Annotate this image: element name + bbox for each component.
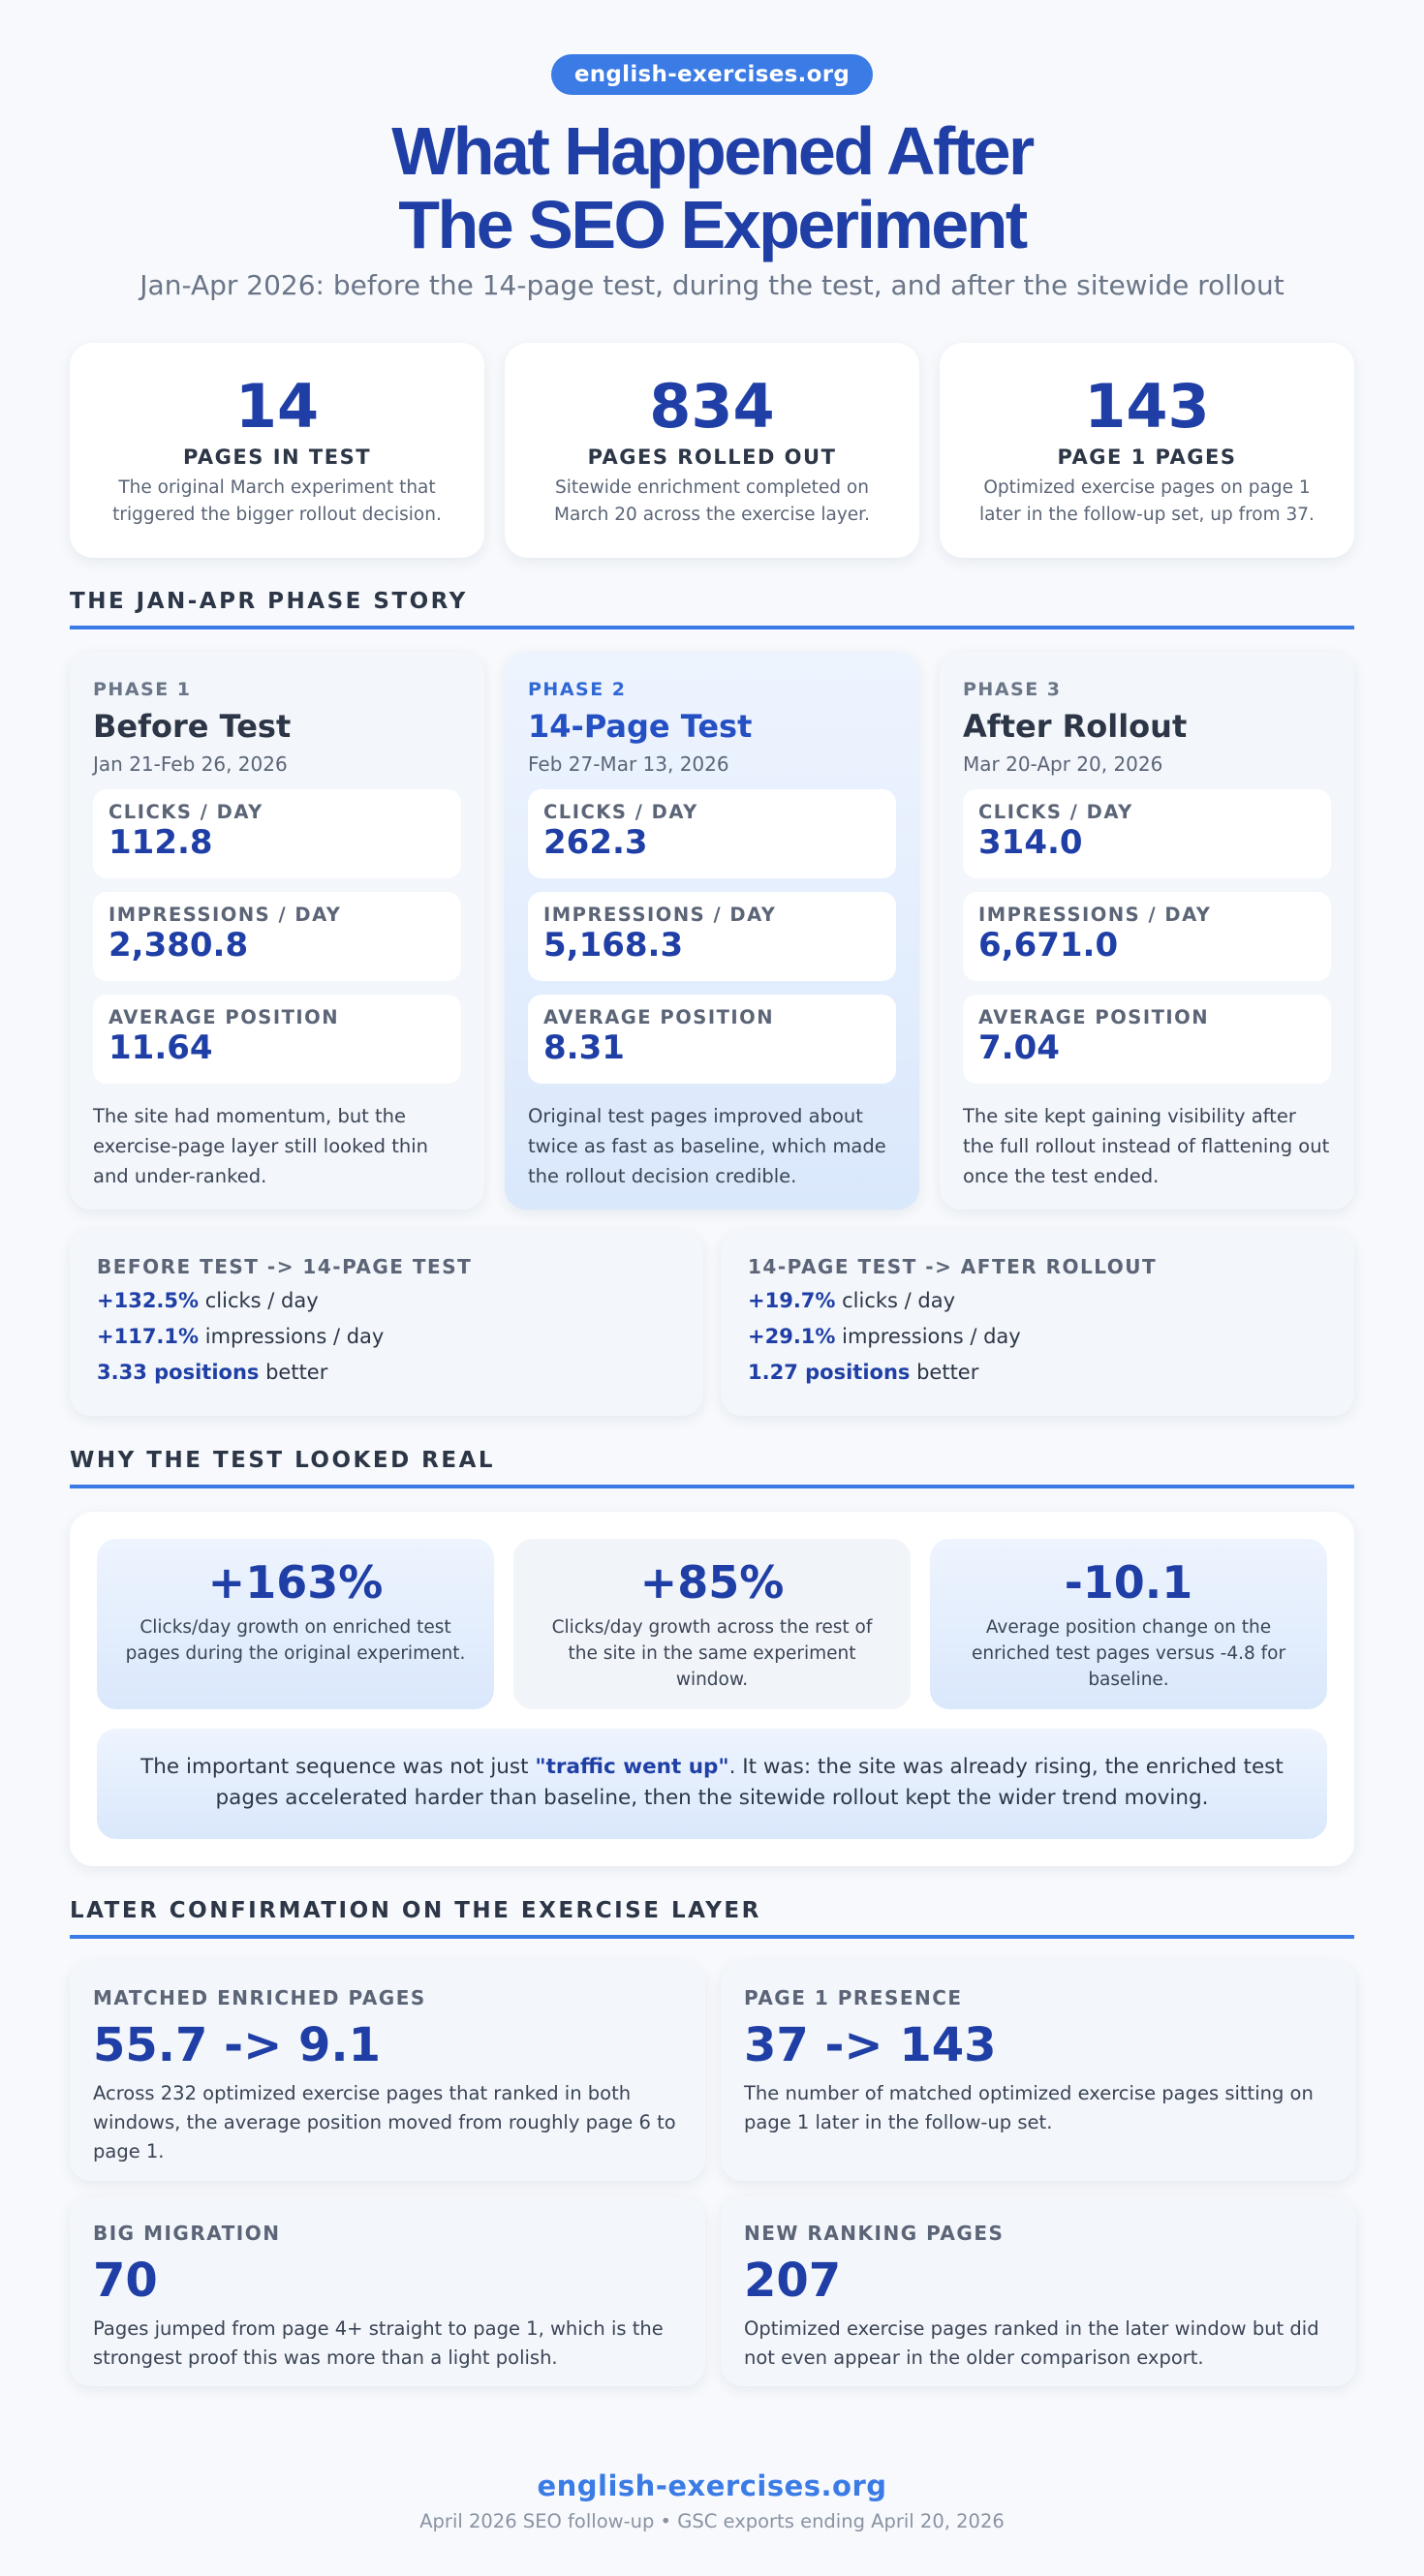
comparison-value: +29.1% xyxy=(748,1325,836,1348)
metric-average-position xyxy=(93,995,461,1084)
later-description: Pages jumped from page 4+ straight to page 1, which is the strongest proof this was more than a light polish. xyxy=(93,2317,664,2369)
footer-note: April 2026 SEO follow-up • GSC exports ending April 20, 2026 xyxy=(419,2510,1005,2532)
section-heading-later-confirmation: LATER CONFIRMATION ON THE EXERCISE LAYER xyxy=(70,1898,1354,1939)
comparison-text: impressions / day xyxy=(199,1325,385,1348)
note-text: The important sequence was not just xyxy=(140,1755,536,1779)
metric-label: CLICKS / DAY xyxy=(543,801,698,823)
phase-name: 14-Page Test xyxy=(528,708,753,745)
comparison-value: 3.33 positions xyxy=(97,1361,260,1384)
stat-card-pages-rolled-out xyxy=(505,343,919,558)
metric-clicks-per-day xyxy=(963,789,1331,878)
metric-label: CLICKS / DAY xyxy=(978,801,1133,823)
stat-value: 143 xyxy=(1084,371,1210,442)
phase-description: Original test pages improved about twice as fast as baseline, which made the rollout decision credible. xyxy=(528,1105,886,1187)
comparison-line-impressions xyxy=(748,1323,1327,1350)
comparison-line-clicks xyxy=(97,1287,676,1314)
phase-name: Before Test xyxy=(93,708,292,745)
phase-card-14-page-test xyxy=(505,652,919,1210)
comparison-line-position xyxy=(97,1359,676,1386)
stat-card-pages-in-test xyxy=(70,343,484,558)
comparison-text: clicks / day xyxy=(835,1289,956,1312)
comparison-value: +117.1% xyxy=(97,1325,200,1348)
later-card-new-ranking xyxy=(721,2196,1356,2386)
phase-card-before-test xyxy=(70,652,484,1210)
phase-description: The site had momentum, but the exercise-page layer still looked thin and under-ranked. xyxy=(93,1105,429,1187)
metric-label: AVERAGE POSITION xyxy=(108,1006,340,1028)
later-card-matched-enriched xyxy=(70,1961,705,2181)
stat-label: PAGE 1 PAGES xyxy=(1057,445,1237,469)
metric-value: 6,671.0 xyxy=(978,926,1119,965)
metric-label: AVERAGE POSITION xyxy=(978,1006,1210,1028)
metric-value: 7.04 xyxy=(978,1028,1060,1067)
comparison-value: 1.27 positions xyxy=(748,1361,911,1384)
phase-tag: PHASE 3 xyxy=(963,679,1062,700)
later-card-big-migration xyxy=(70,2196,705,2386)
comparison-line-position xyxy=(748,1359,1327,1386)
comparison-title: BEFORE TEST -> 14-PAGE TEST xyxy=(97,1255,473,1278)
later-value: 37 -> 143 xyxy=(744,2018,997,2072)
comparison-card-before-to-test xyxy=(70,1230,703,1416)
later-value: 207 xyxy=(744,2254,842,2308)
stat-label: PAGES ROLLED OUT xyxy=(587,445,837,469)
why-description: Average position change on the enriched test pages versus -4.8 for baseline. xyxy=(971,1617,1286,1690)
metric-impressions-per-day xyxy=(528,892,896,981)
later-title: BIG MIGRATION xyxy=(93,2222,281,2245)
metric-average-position xyxy=(963,995,1331,1084)
why-box-test-growth xyxy=(97,1539,494,1709)
metric-label: IMPRESSIONS / DAY xyxy=(978,904,1212,926)
why-box-site-growth xyxy=(513,1539,911,1709)
metric-value: 2,380.8 xyxy=(108,926,249,965)
metric-label: AVERAGE POSITION xyxy=(543,1006,775,1028)
footer-brand[interactable]: english-exercises.org xyxy=(537,2469,887,2502)
stat-card-page-1-pages xyxy=(940,343,1354,558)
why-value: +163% xyxy=(207,1556,384,1609)
comparison-value: +132.5% xyxy=(97,1289,200,1312)
metric-impressions-per-day xyxy=(963,892,1331,981)
comparison-card-test-to-rollout xyxy=(721,1230,1354,1416)
note-emphasis: "traffic went up" xyxy=(535,1755,729,1779)
metric-value: 8.31 xyxy=(543,1028,625,1067)
page-title xyxy=(0,114,1424,261)
title-line-2: The SEO Experiment xyxy=(398,187,1026,262)
later-title: NEW RANKING PAGES xyxy=(744,2222,1005,2245)
stat-description: The original March experiment that triggered the bigger rollout decision. xyxy=(112,477,442,525)
later-card-page-1-presence xyxy=(721,1961,1356,2181)
phase-tag: PHASE 1 xyxy=(93,679,192,700)
comparison-value: +19.7% xyxy=(748,1289,836,1312)
later-value: 55.7 -> 9.1 xyxy=(93,2018,382,2072)
why-value: +85% xyxy=(639,1556,785,1609)
section-heading-why-real: WHY THE TEST LOOKED REAL xyxy=(70,1448,1354,1488)
page-subtitle: Jan-Apr 2026: before the 14-page test, during the test, and after the sitewide rollout xyxy=(139,269,1285,301)
why-description: Clicks/day growth across the rest of the site in the same experiment window. xyxy=(551,1617,873,1690)
phase-description: The site kept gaining visibility after the full rollout instead of flattening out once the test ended. xyxy=(963,1105,1330,1187)
metric-label: IMPRESSIONS / DAY xyxy=(108,904,342,926)
metric-value: 5,168.3 xyxy=(543,926,684,965)
section-heading-phase-story: THE JAN-APR PHASE STORY xyxy=(70,589,1354,629)
metric-value: 11.64 xyxy=(108,1028,213,1067)
metric-clicks-per-day xyxy=(93,789,461,878)
why-summary-note xyxy=(97,1729,1327,1839)
metric-clicks-per-day xyxy=(528,789,896,878)
comparison-title: 14-PAGE TEST -> AFTER ROLLOUT xyxy=(748,1255,1158,1278)
later-description: Across 232 optimized exercise pages that ranked in both windows, the average position moved from roughly page 6 to page 1. xyxy=(93,2082,676,2162)
comparison-text: better xyxy=(910,1361,979,1384)
stat-description: Sitewide enrichment completed on March 20 across the exercise layer. xyxy=(554,477,870,525)
comparison-line-impressions xyxy=(97,1323,676,1350)
metric-value: 112.8 xyxy=(108,823,213,862)
phase-dates: Jan 21-Feb 26, 2026 xyxy=(93,752,288,776)
comparison-text: better xyxy=(259,1361,328,1384)
stat-label: PAGES IN TEST xyxy=(182,445,372,469)
later-description: The number of matched optimized exercise pages sitting on page 1 later in the follow-up set. xyxy=(744,2082,1314,2133)
why-description: Clicks/day growth on enriched test pages during the original experiment. xyxy=(125,1617,466,1664)
phase-name: After Rollout xyxy=(963,708,1188,745)
brand-badge[interactable]: english-exercises.org xyxy=(551,54,873,95)
later-title: MATCHED ENRICHED PAGES xyxy=(93,1986,426,2009)
later-description: Optimized exercise pages ranked in the later window but did not even appear in the older comparison export. xyxy=(744,2317,1319,2369)
phase-tag: PHASE 2 xyxy=(528,679,627,700)
note-text: . It was: the site was already rising, the enriched test pages accelerated harder than baseline, then the sitewide rollout kept the wider trend moving. xyxy=(215,1755,1284,1810)
metric-label: CLICKS / DAY xyxy=(108,801,263,823)
later-title: PAGE 1 PRESENCE xyxy=(744,1986,963,2009)
comparison-text: clicks / day xyxy=(199,1289,319,1312)
why-value: -10.1 xyxy=(1064,1556,1193,1609)
title-line-1: What Happened After xyxy=(391,113,1033,189)
phase-card-after-rollout xyxy=(940,652,1354,1210)
comparison-line-clicks xyxy=(748,1287,1327,1314)
why-box-position-change xyxy=(930,1539,1327,1709)
metric-label: IMPRESSIONS / DAY xyxy=(543,904,777,926)
metric-value: 314.0 xyxy=(978,823,1083,862)
comparison-text: impressions / day xyxy=(835,1325,1021,1348)
phase-dates: Mar 20-Apr 20, 2026 xyxy=(963,752,1163,776)
phase-dates: Feb 27-Mar 13, 2026 xyxy=(528,752,729,776)
metric-average-position xyxy=(528,995,896,1084)
metric-value: 262.3 xyxy=(543,823,648,862)
stat-value: 14 xyxy=(234,371,320,442)
stat-value: 834 xyxy=(649,371,775,442)
later-value: 70 xyxy=(93,2254,158,2308)
why-panel xyxy=(70,1512,1354,1866)
metric-impressions-per-day xyxy=(93,892,461,981)
stat-description: Optimized exercise pages on page 1 later in the follow-up set, up from 37. xyxy=(979,477,1315,525)
